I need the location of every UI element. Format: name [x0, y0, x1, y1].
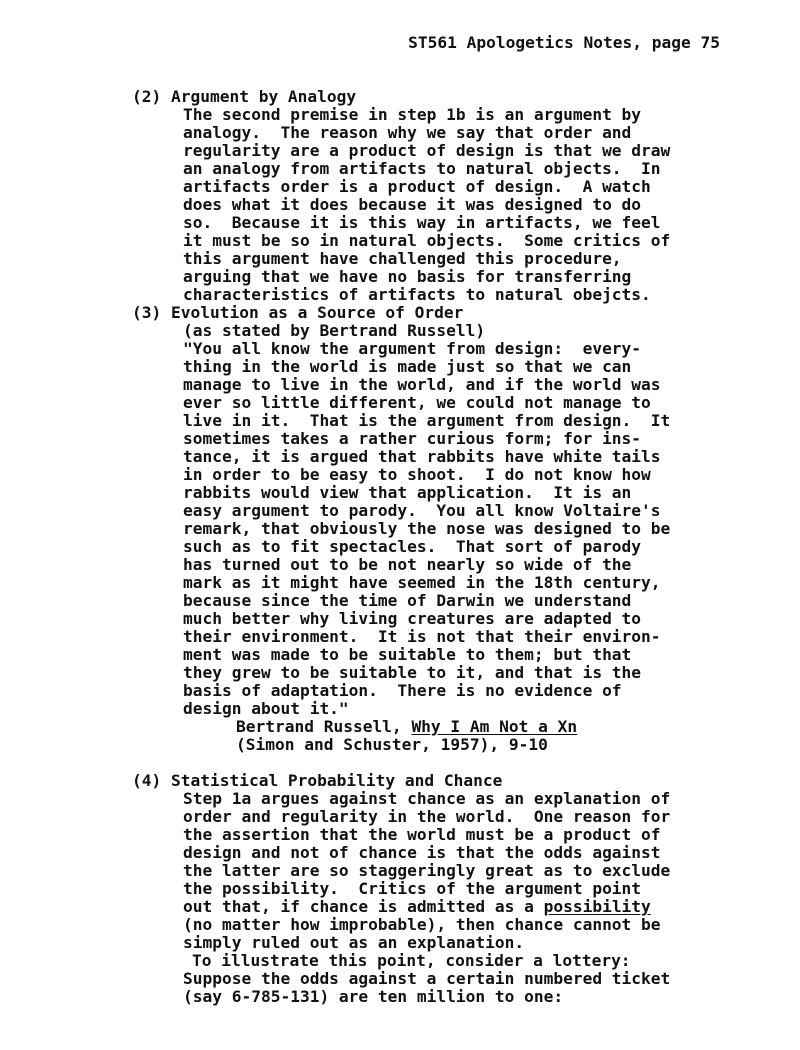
- citation-work-title: Why I Am Not a Xn: [411, 717, 578, 736]
- section-heading-analogy: (2) Argument by Analogy: [132, 87, 357, 106]
- text-line: design and not of chance is that the odds against: [183, 843, 661, 862]
- text-fragment: out that, if chance is admitted as a: [183, 897, 544, 916]
- text-line: it must be so in natural objects. Some critics of: [183, 231, 671, 250]
- text-line: To illustrate this point, consider a lottery:: [192, 951, 631, 970]
- quote-line: because since the time of Darwin we understand: [183, 591, 632, 610]
- quote-line: basis of adaptation. There is no evidence of: [183, 681, 622, 700]
- section-heading-probability: (4) Statistical Probability and Chance: [132, 771, 503, 790]
- quote-line: their environment. It is not that their environ-: [183, 627, 661, 646]
- quote-line: sometimes takes a rather curious form; for ins-: [183, 429, 642, 448]
- text-line: this argument have challenged this procedure,: [183, 249, 622, 268]
- citation-line: [236, 718, 577, 736]
- text-line: the latter are so staggeringly great as to exclude: [183, 861, 671, 880]
- quote-line: thing in the world is made just so that we can: [183, 357, 632, 376]
- text-line: Suppose the odds against a certain numbered ticket: [183, 969, 671, 988]
- text-line: Step 1a argues against chance as an explanation of: [183, 789, 671, 808]
- quote-line: much better why living creatures are adapted to: [183, 609, 642, 628]
- text-line: so. Because it is this way in artifacts, we feel: [183, 213, 661, 232]
- quote-line: remark, that obviously the nose was designed to be: [183, 519, 671, 538]
- text-line: (say 6-785-131) are ten million to one:: [183, 987, 564, 1006]
- text-line: regularity are a product of design is that we draw: [183, 141, 671, 160]
- text-line: order and regularity in the world. One reason for: [183, 807, 671, 826]
- text-line: arguing that we have no basis for transferring: [183, 267, 632, 286]
- quote-line: live in it. That is the argument from design. It: [183, 411, 671, 430]
- running-header: ST561 Apologetics Notes, page 75: [408, 33, 720, 52]
- quote-line: manage to live in the world, and if the world was: [183, 375, 661, 394]
- quote-line: ever so little different, we could not manage to: [183, 393, 651, 412]
- text-line: (no matter how improbable), then chance cannot be: [183, 915, 661, 934]
- quote-line: they grew to be suitable to it, and that is the: [183, 663, 642, 682]
- quote-line: has turned out to be not nearly so wide of the: [183, 555, 632, 574]
- quote-line: rabbits would view that application. It is an: [183, 483, 632, 502]
- text-line: the assertion that the world must be a product of: [183, 825, 661, 844]
- text-line: The second premise in step 1b is an argument by: [183, 105, 642, 124]
- text-line: the possibility. Critics of the argument point: [183, 879, 642, 898]
- quote-line: mark as it might have seemed in the 18th century,: [183, 573, 661, 592]
- quote-line: in order to be easy to shoot. I do not know how: [183, 465, 651, 484]
- quote-line: such as to fit spectacles. That sort of parody: [183, 537, 642, 556]
- quote-line: tance, it is argued that rabbits have white tails: [183, 447, 661, 466]
- quote-line: design about it.": [183, 699, 349, 718]
- emphasis-possibility: possibility: [543, 897, 651, 916]
- quote-line: "You all know the argument from design: every-: [183, 339, 642, 358]
- quote-line: easy argument to parody. You all know Voltaire's: [183, 501, 661, 520]
- text-line: (as stated by Bertrand Russell): [183, 321, 486, 340]
- section-heading-evolution: (3) Evolution as a Source of Order: [132, 303, 464, 322]
- text-line: simply ruled out as an explanation.: [183, 933, 525, 952]
- quote-line: ment was made to be suitable to them; but that: [183, 645, 632, 664]
- text-line: [183, 898, 651, 916]
- citation-publisher: (Simon and Schuster, 1957), 9-10: [236, 735, 548, 754]
- text-line: analogy. The reason why we say that order and: [183, 123, 632, 142]
- text-line: does what it does because it was designed to do: [183, 195, 642, 214]
- text-line: an analogy from artifacts to natural objects. In: [183, 159, 661, 178]
- citation-author: Bertrand Russell,: [236, 717, 412, 736]
- text-line: characteristics of artifacts to natural obejcts.: [183, 285, 651, 304]
- text-line: artifacts order is a product of design. A watch: [183, 177, 651, 196]
